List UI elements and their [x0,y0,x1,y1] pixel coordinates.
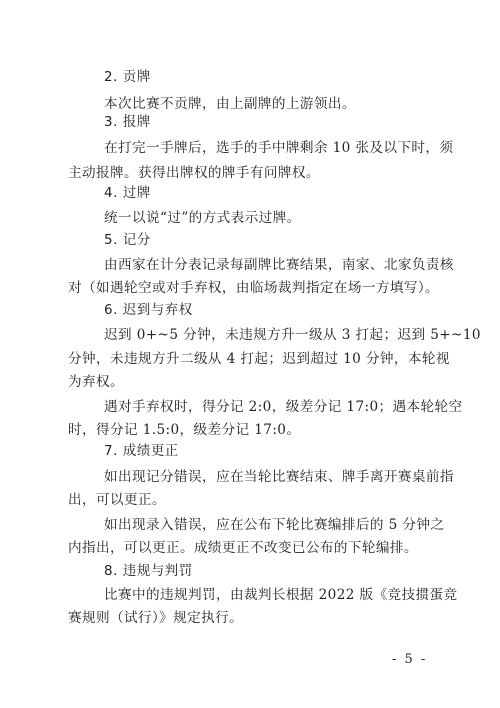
section-8-line-1: 比赛中的违规判罚，由裁判长根据 2022 版《竞技掼蛋竞 [104,587,458,603]
section-7-line-3: 如出现录入错误，应在公布下轮比赛编排后的 5 分钟之 [104,517,445,533]
section-heading-6: 6. 迟到与弃权 [104,303,193,318]
section-7-line-2: 出，可以更正。 [68,492,166,508]
section-6-line-2: 分钟，未违规方升二级从 4 打起；迟到超过 10 分钟，本轮视 [68,351,450,367]
page-number: - 5 - [392,652,428,667]
section-3-line-2: 主动报牌。获得出牌权的牌手有问牌权。 [68,165,320,181]
section-5-line-2: 对（如遇轮空或对手弃权，由临场裁判指定在场一方填写）。 [68,280,440,296]
section-6-line-4: 遇对手弃权时，得分记 2:0，级差分记 17:0；遇本轮轮空 [104,399,463,415]
section-7-line-4: 内指出，可以更正。成绩更正不改变已公布的下轮编排。 [68,540,418,556]
section-6-line-3: 为弃权。 [68,374,124,390]
section-heading-3: 3. 报牌 [104,115,151,130]
section-3-line-1: 在打完一手牌后，选手的手中牌剩余 10 张及以下时，须 [104,140,454,156]
section-heading-4: 4. 过牌 [104,186,151,201]
section-heading-8: 8. 违规与判罚 [104,564,193,579]
section-heading-2: 2. 贡牌 [104,70,151,85]
section-8-line-2: 赛规则（试行）》规定执行。 [68,610,244,626]
section-4-line-1: 统一以说“过”的方式表示过牌。 [104,210,301,226]
section-5-line-1: 由西家在计分表记录每副牌比赛结果，南家、北家负责核 [104,257,454,273]
section-7-line-1: 如出现记分错误，应在当轮比赛结束、牌手离开赛桌前指 [104,469,454,485]
section-6-line-1: 迟到 0+~5 分钟，未违规方升一级从 3 打起；迟到 5+~10 [104,327,481,343]
section-heading-5: 5. 记分 [104,233,151,248]
section-heading-7: 7. 成绩更正 [104,444,179,459]
section-6-line-5: 时，得分记 1.5:0，级差分记 17:0。 [68,422,301,438]
section-2-line-1: 本次比赛不贡牌，由上副牌的上游领出。 [104,96,356,112]
